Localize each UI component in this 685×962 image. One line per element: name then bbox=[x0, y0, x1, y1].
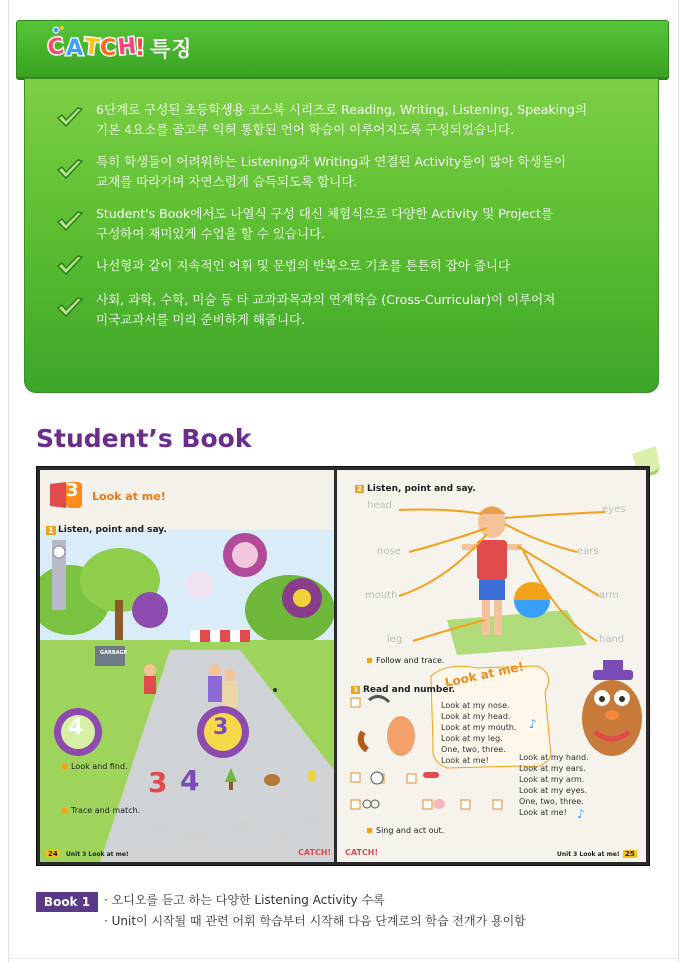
poem-line: Look at my arm. bbox=[519, 775, 585, 784]
book-notes bbox=[104, 890, 526, 932]
feature-item bbox=[56, 290, 646, 330]
page-number: 25 bbox=[625, 850, 635, 858]
trace-match-instruction: Trace and match. bbox=[62, 806, 140, 815]
features-list bbox=[56, 100, 646, 342]
poem-line: Look at my ears. bbox=[519, 764, 586, 773]
poem-left-column bbox=[441, 700, 516, 766]
svg-text:♪: ♪ bbox=[529, 717, 537, 731]
header-title: 특징 bbox=[150, 37, 193, 61]
book-left-page bbox=[40, 470, 334, 862]
instruction-text: Listen, point and say. bbox=[367, 484, 476, 494]
instruction-text: Read and number. bbox=[363, 685, 456, 695]
body-part-label: eyes bbox=[602, 504, 626, 515]
feature-item bbox=[56, 100, 646, 140]
instruction-number: 2 bbox=[357, 485, 362, 493]
instruction-number: 1 bbox=[48, 526, 54, 535]
footer-logo: CATCH! bbox=[345, 848, 379, 857]
trace-word: tree bbox=[302, 818, 323, 829]
number-label: 4 bbox=[68, 715, 84, 740]
svg-text:T: T bbox=[82, 34, 101, 61]
feature-text: 구성하여 재미있게 수업을 할 수 있습니다. bbox=[96, 226, 326, 241]
student-book-spread bbox=[36, 466, 650, 866]
instruction-number: 3 bbox=[353, 686, 358, 694]
poem-line: Look at me! bbox=[441, 756, 489, 765]
number-label: 3 bbox=[148, 766, 168, 799]
feature-text: 6단계로 구성된 초등학생용 코스북 시리즈로 Reading, Writing, Listening, Speaking의 bbox=[96, 102, 588, 117]
unit-title: Look at me! bbox=[92, 490, 166, 503]
checkmark-icon bbox=[56, 210, 84, 234]
book-badge: Book 1 bbox=[36, 892, 98, 912]
feature-text: 기본 4요소를 골고루 익혀 통합된 언어 학습이 이루어지도록 구성되었습니다. bbox=[96, 122, 515, 137]
checkmark-icon bbox=[56, 158, 84, 182]
poem-line: One, two, three. bbox=[441, 745, 506, 754]
page-footer-text: Unit 3 Look at me! bbox=[66, 851, 129, 858]
checkmark-icon bbox=[56, 106, 84, 130]
svg-text:C: C bbox=[100, 36, 117, 61]
trace-word: three bbox=[185, 830, 212, 841]
feature-text: Student's Book에서도 나열식 구성 대신 체험식으로 다양한 Activity 및 Project를 bbox=[96, 206, 554, 221]
poem-line: Look at my mouth. bbox=[441, 723, 517, 732]
instruction-text: Listen, point and say. bbox=[58, 525, 167, 535]
section-title: Student’s Book bbox=[36, 424, 252, 453]
feature-text: 특히 학생들이 어려워하는 Listening과 Writing과 연결된 Activity들이 많아 학생들이 bbox=[96, 154, 566, 169]
svg-text:A: A bbox=[66, 36, 84, 61]
sing-act-instruction: Sing and act out. bbox=[367, 826, 444, 835]
body-part-label: arm bbox=[599, 590, 619, 601]
catch-logo bbox=[46, 24, 146, 64]
feature-text: 미국교과서를 미리 준비하게 해줍니다. bbox=[96, 312, 306, 327]
svg-text:H: H bbox=[116, 33, 138, 61]
look-find-instruction: Look and find. bbox=[62, 762, 128, 771]
poem-line: Look at my eyes. bbox=[519, 786, 588, 795]
follow-trace-instruction: Follow and trace. bbox=[367, 656, 444, 665]
body-part-label: hand bbox=[599, 634, 625, 645]
poem-line: One, two, three. bbox=[519, 797, 584, 806]
feature-text: 교재를 따라가며 자연스럽게 습득되도록 합니다. bbox=[96, 174, 358, 189]
svg-text:C: C bbox=[46, 34, 66, 62]
page-footer-text: Unit 3 Look at me! bbox=[557, 851, 620, 858]
number-label: 4 bbox=[180, 764, 200, 797]
svg-text:♪: ♪ bbox=[577, 807, 585, 821]
svg-text:!: ! bbox=[135, 36, 146, 61]
page-number: 24 bbox=[48, 850, 58, 858]
poem-line: Look at my nose. bbox=[441, 701, 510, 710]
poem-line: Look at my head. bbox=[441, 712, 511, 721]
book-right-page bbox=[337, 470, 646, 862]
feature-item bbox=[56, 256, 646, 276]
body-part-label: head bbox=[367, 500, 392, 511]
garbage-sign: GARBAGE bbox=[100, 650, 128, 656]
poem-line: Look at my leg. bbox=[441, 734, 503, 743]
body-part-label: ears bbox=[577, 546, 599, 557]
poem-title: Look at me! bbox=[443, 659, 526, 690]
divider bbox=[8, 958, 678, 959]
trace-word: bird bbox=[230, 820, 250, 831]
poem-line: Look at me! bbox=[519, 808, 567, 817]
trace-word: dog bbox=[150, 822, 169, 833]
checkmark-icon bbox=[56, 296, 84, 320]
trace-word: four bbox=[270, 828, 291, 839]
body-part-label: mouth bbox=[365, 590, 398, 601]
body-part-label: nose bbox=[377, 546, 401, 557]
feature-text: 사회, 과학, 수학, 미술 등 타 교과과목과의 연계학습 (Cross-Curricular)이 이루어져 bbox=[96, 292, 556, 307]
checkmark-icon bbox=[56, 254, 84, 278]
unit-number: 3 bbox=[66, 480, 79, 501]
feature-item bbox=[56, 204, 646, 244]
feature-item bbox=[56, 152, 646, 192]
book-note-item: · 오디오를 듣고 하는 다양한 Listening Activity 수록 bbox=[104, 893, 385, 907]
book-note-item: · Unit이 시작될 때 관련 어휘 학습부터 시작해 다음 단계로의 학습 전개가 용이함 bbox=[104, 914, 526, 928]
poem-right-column bbox=[519, 752, 589, 818]
poem-line: Look at my hand. bbox=[519, 753, 589, 762]
feature-text: 나선형과 같이 지속적인 어휘 및 문법의 반복으로 기초를 튼튼히 잡아 줍니다 bbox=[96, 258, 511, 273]
number-label: 3 bbox=[213, 715, 229, 740]
footer-logo: CATCH! bbox=[298, 848, 332, 857]
body-part-label: leg bbox=[387, 634, 403, 645]
